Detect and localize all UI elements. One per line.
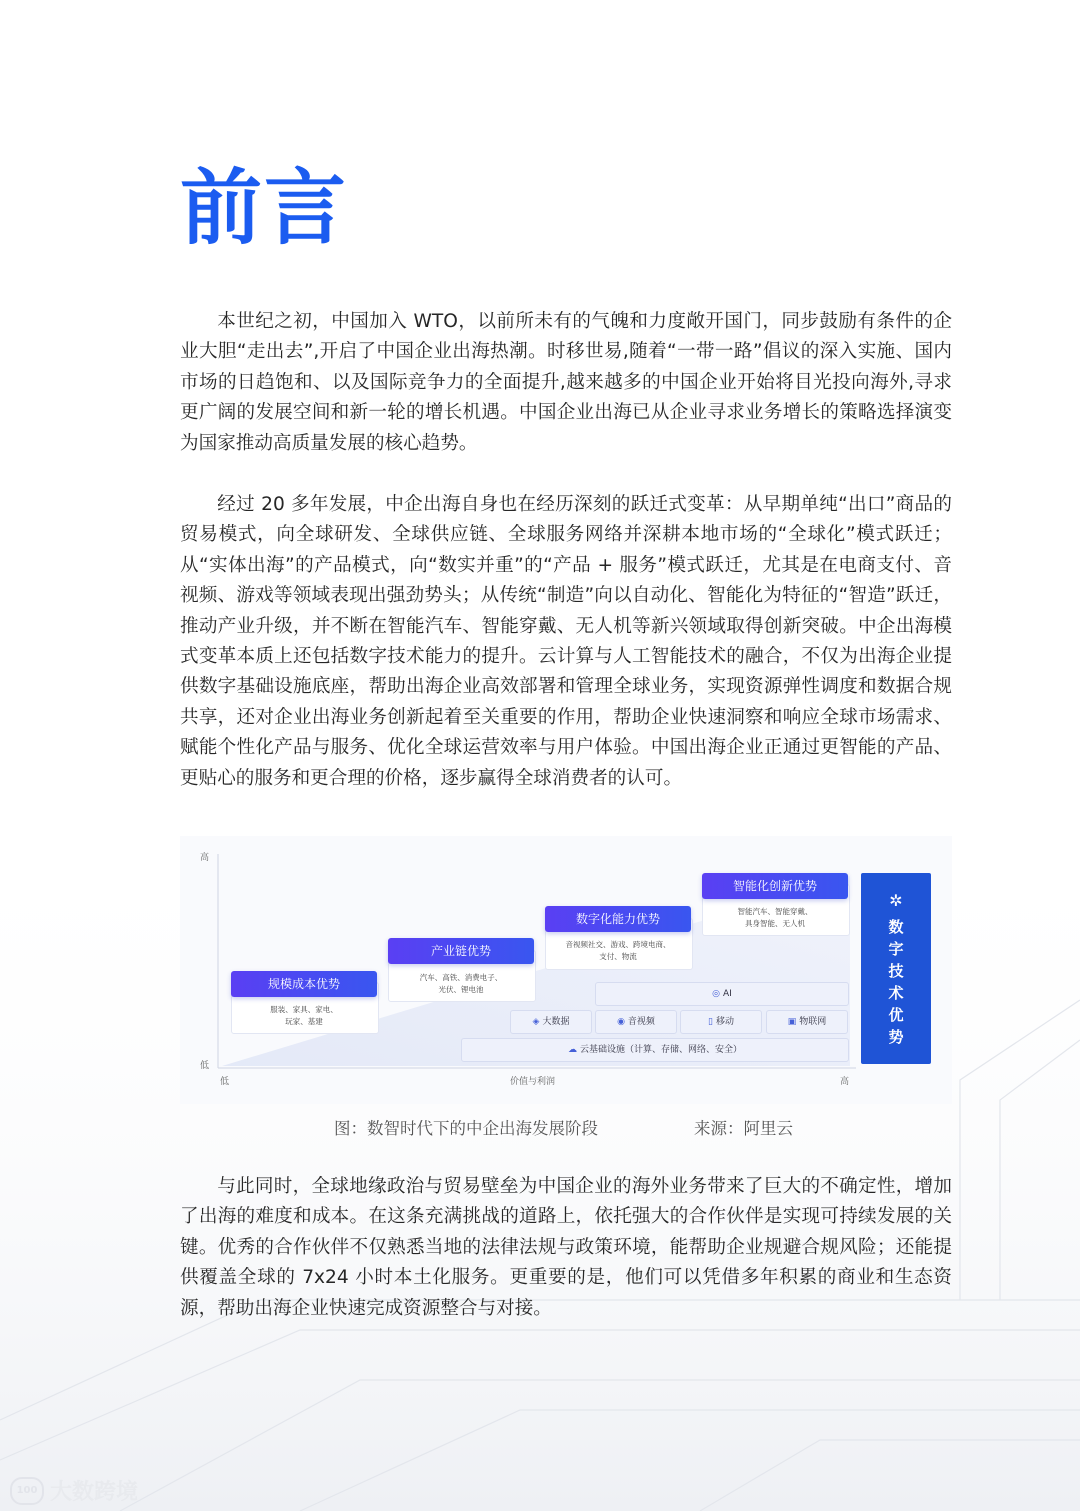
- digital-tech-advantage-panel: [861, 873, 931, 1064]
- stage-items-4: 智能汽车、智能穿戴、 具身智能、无人机: [737, 907, 813, 928]
- paragraph-3: 与此同时，全球地缘政治与贸易壁垒为中国企业的海外业务带来了巨大的不确定性，增加了出海的难度和成本。在这条充满挑战的道路上，依托强大的合作伙伴是实现可持续发展的关键。优秀的合作伙伴不仅熟悉当地的法律法规与政策环境，能帮助企业规避合规风险；还能提供覆盖全球的 7x24 小时本土化服务。更重要的是，他们可以凭借多年积累的商业和生态资源，帮助出海企业快速完成资源整合与对接。: [180, 1176, 952, 1319]
- hex-icon: ✲: [889, 891, 903, 910]
- watermark-text: 大数跨境: [50, 1480, 139, 1505]
- stage-label-4: 智能化创新优势: [702, 873, 848, 899]
- iot-icon: ▣: [787, 1017, 797, 1027]
- stage-label-2: 产业链优势: [388, 938, 534, 964]
- side-char-2: 字: [888, 940, 904, 958]
- bigdata-icon: ◈: [532, 1017, 540, 1027]
- paragraph-1: 本世纪之初，中国加入 WTO，以前所未有的气魄和力度敞开国门，同步鼓励有条件的企业大胆“走出去”,开启了中国企业出海热潮。时移世易,随着“一带一路”倡议的深入实施、国内市场的日趋饱和、以及国际竞争力的全面提升,越来越多的中国企业开始将目光投向海外,寻求更广阔的发展空间和新一轮的增长机遇。中国企业出海已从企业寻求业务增长的策略选择演变为国家推动高质量发展的核心趋势。: [180, 311, 952, 454]
- x-axis-high: 高: [840, 1077, 850, 1087]
- brain-icon: ◎: [712, 989, 721, 999]
- side-char-3: 技: [888, 962, 904, 980]
- stage-items-2: 汽车、高铁、消费电子、 光伏、锂电池: [419, 973, 503, 994]
- page-title: 前言: [180, 161, 349, 256]
- tech-bigdata: [510, 1010, 592, 1034]
- side-char-6: 势: [888, 1028, 904, 1046]
- stage-label-3: 数字化能力优势: [545, 906, 691, 932]
- tech-cloud-base: [461, 1038, 849, 1062]
- x-axis-low: 低: [220, 1077, 230, 1087]
- stage-items-3: 音视频社交、游戏、跨境电商、 支付、物流: [565, 940, 671, 961]
- side-char-4: 术: [888, 984, 904, 1002]
- tech-video-label: 音视频: [627, 1017, 655, 1027]
- tech-bigdata-label: 大数据: [542, 1017, 570, 1027]
- watermark-logo: [10, 1475, 138, 1506]
- logo-icon: 100: [10, 1477, 44, 1505]
- side-char-1: 数: [888, 918, 904, 936]
- tech-cloud-label: 云基础设施（计算、存储、网络、安全）: [579, 1045, 742, 1055]
- cloud-icon: ☁: [567, 1045, 577, 1055]
- side-char-5: 优: [888, 1006, 904, 1024]
- y-axis-low: 低: [200, 1061, 210, 1071]
- stage-label-1: 规模成本优势: [231, 971, 377, 997]
- x-axis-label: 价值与利润: [510, 1077, 556, 1087]
- caption-source: 来源：阿里云: [694, 1119, 793, 1138]
- tech-iot: [766, 1010, 848, 1034]
- tech-mobile: [680, 1010, 762, 1034]
- stages-diagram: [180, 836, 952, 1104]
- mobile-icon: ▯: [708, 1017, 713, 1027]
- paragraph-2: 经过 20 多年发展，中企出海自身也在经历深刻的跃迁式变革：从早期单纯“出口”商品的贸易模式，向全球研发、全球供应链、全球服务网络并深耕本地市场的“全球化”模式跃迁；从“实体出海”的产品模式，向“数实并重”的“产品 + 服务”模式跃迁，尤其是在电商支付、音视频、游戏等领域表现出强劲势头；从传统“制造”向以自动化、智能化为特征的“智造”跃迁，推动产业升级，并不断在智能汽车、智能穿戴、无人机等新兴领域取得创新突破。中企出海模式变革本质上还包括数字技术能力的提升。云计算与人工智能技术的融合，不仅为出海企业提供数字基础设施底座，帮助出海企业高效部署和管理全球业务，实现资源弹性调度和数据合规共享，还对企业出海业务创新起着至关重要的作用，帮助企业快速洞察和响应全球市场需求、赋能个性化产品与服务、优化全球运营效率与用户体验。中国出海企业正通过更智能的产品、更贴心的服务和更合理的价格，逐步赢得全球消费者的认可。: [180, 494, 952, 789]
- tech-video: [595, 1010, 677, 1034]
- tech-ai-label: AI: [723, 989, 732, 999]
- video-icon: ◉: [617, 1017, 625, 1027]
- tech-iot-label: 物联网: [799, 1017, 827, 1027]
- caption-title: 图：数智时代下的中企出海发展阶段: [334, 1119, 598, 1138]
- tech-mobile-label: 移动: [715, 1017, 734, 1027]
- tech-ai: [595, 982, 849, 1006]
- stage-items-1: 服装、家具、家电、 玩家、基建: [270, 1005, 338, 1026]
- y-axis-high: 高: [200, 853, 210, 863]
